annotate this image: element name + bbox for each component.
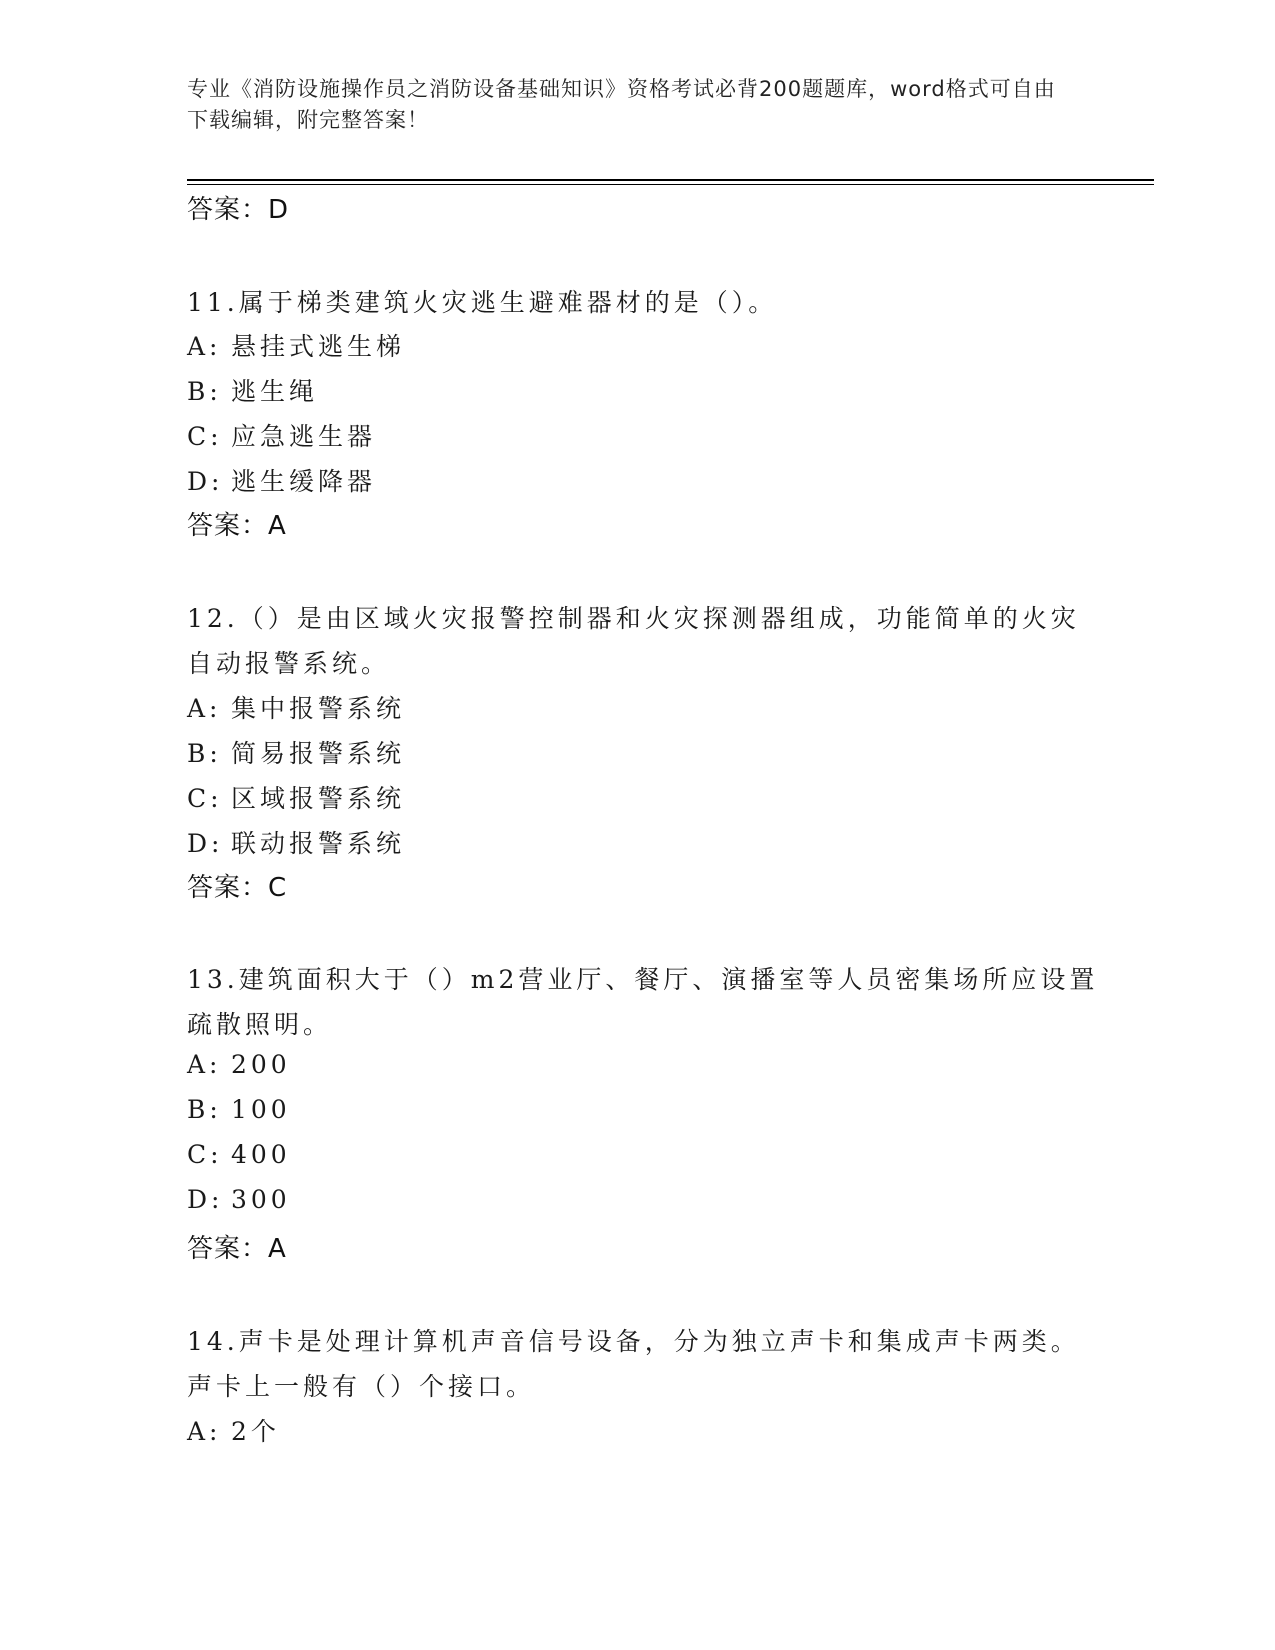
option-label: D:	[187, 1185, 224, 1214]
question-12-option-d	[187, 824, 405, 860]
option-label: A:	[187, 694, 222, 723]
option-text: 集中报警系统	[231, 694, 406, 723]
header-divider-thick	[187, 179, 1154, 181]
option-text: 简易报警系统	[231, 739, 406, 768]
question-14-stem-line1: 14.声卡是处理计算机声音信号设备，分为独立声卡和集成声卡两类。	[187, 1327, 1080, 1356]
option-label: C:	[187, 422, 223, 451]
option-text: 逃生绳	[231, 377, 319, 406]
option-text: 400	[231, 1140, 291, 1169]
question-11-option-a	[187, 327, 405, 363]
question-13-option-b	[187, 1095, 291, 1124]
question-13-option-c	[187, 1140, 291, 1169]
question-13-option-a	[187, 1050, 291, 1079]
previous-answer: 答案：D	[187, 195, 290, 225]
question-14-stem-line2: 声卡上一般有（）个接口。	[187, 1372, 536, 1401]
question-11-option-d	[187, 462, 376, 498]
question-13-stem-line1: 13.建筑面积大于（）m2营业厅、餐厅、演播室等人员密集场所应设置	[187, 965, 1099, 994]
option-label: A:	[187, 1417, 222, 1446]
option-label: D:	[187, 467, 224, 496]
question-13-answer: 答案：A	[187, 1234, 287, 1264]
option-label: A:	[187, 1050, 222, 1079]
question-11-answer: 答案：A	[187, 511, 287, 541]
option-text: 2个	[231, 1417, 280, 1446]
option-text: 100	[231, 1095, 291, 1124]
question-14-option-a	[187, 1412, 280, 1448]
option-label: D:	[187, 829, 224, 858]
option-text: 悬挂式逃生梯	[231, 332, 406, 361]
question-11-stem: 11.属于梯类建筑火灾逃生避难器材的是（）。	[187, 288, 778, 317]
header-divider-thin	[187, 184, 1154, 185]
question-12-stem-line2: 自动报警系统。	[187, 649, 391, 678]
option-label: B:	[187, 377, 222, 406]
option-label: B:	[187, 739, 222, 768]
option-label: C:	[187, 784, 223, 813]
option-text: 联动报警系统	[231, 829, 406, 858]
question-12-stem-line1: 12.（）是由区域火灾报警控制器和火灾探测器组成，功能简单的火灾	[187, 604, 1080, 633]
question-12-option-a	[187, 689, 405, 725]
document-header: 专业《消防设施操作员之消防设备基础知识》资格考试必背200题题库，word格式可自由下载编辑，附完整答案！	[187, 77, 1056, 132]
option-text: 200	[231, 1050, 291, 1079]
question-11-option-b	[187, 372, 318, 408]
option-label: A:	[187, 332, 222, 361]
option-label: B:	[187, 1095, 222, 1124]
option-text: 逃生缓降器	[231, 467, 377, 496]
question-13-stem-line2: 疏散照明。	[187, 1010, 333, 1039]
question-12-option-c	[187, 779, 405, 815]
question-11-option-c	[187, 417, 376, 453]
question-12-answer: 答案：C	[187, 873, 288, 903]
question-13-option-d	[187, 1185, 291, 1214]
question-12-option-b	[187, 734, 405, 770]
option-text: 300	[231, 1185, 291, 1214]
option-text: 应急逃生器	[231, 422, 377, 451]
option-label: C:	[187, 1140, 223, 1169]
option-text: 区域报警系统	[231, 784, 406, 813]
